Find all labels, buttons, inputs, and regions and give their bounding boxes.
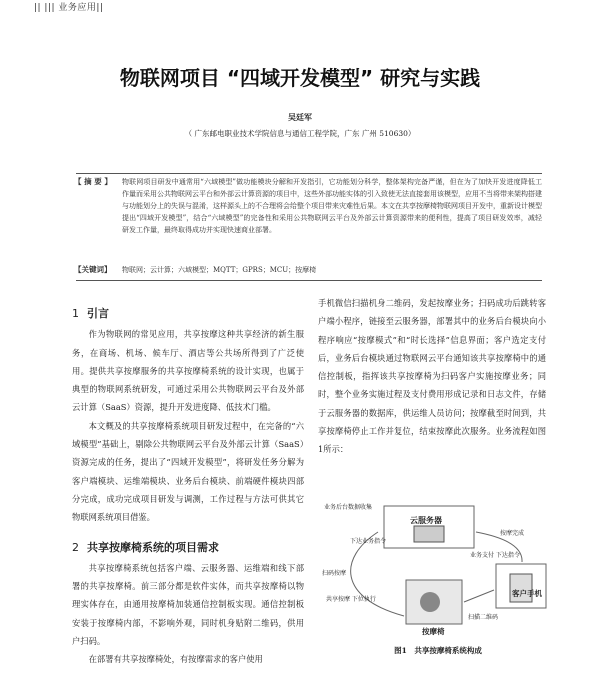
server-icon: [414, 526, 444, 542]
section-1-paragraph: 作为物联网的常见应用，共享按摩这种共享经济的新生服务，在商场、机场、候车厅、酒店等公共场所得到了广泛使用。提供共享按摩服务的共享按摩椅系统的设计实现，也属于典型的物联网系统研发，可通过采用公共物联网云平台及外部云计算（SaaS）资源，提升开发进度降、低技术门槛。: [72, 329, 304, 413]
affiliation: （ 广东邮电职业技术学院信息与通信工程学院，广东 广州 510630）: [184, 129, 416, 138]
figure-label: 共享按摩 下位执行: [326, 596, 376, 603]
section-2-heading: [72, 539, 304, 557]
right-column-paragraph: 手机微信扫描机身二维码，发起按摩业务；扫码成功后跳转客户端小程序，链接至云服务器，部署其中的业务后台模块向小程序响应“按摩模式”和“时长选择”信息界面；客户选定支付后，业务后台模块通过物联网云平台通知该共享按摩椅中的通信控制板，指挥该共享按摩椅为扫码客户实施按摩业务；同时，整个业务实施过程及支付费用形成记录和日志文件，存储于云服务器的数据库，供运维人员访问；按摩截至时间到，共享按摩椅停止工作并复位，结束按摩此次服务。业务流程如图1所示：: [318, 298, 546, 455]
figure-caption: 图1 共享按摩椅系统构成: [394, 646, 482, 655]
abstract-text: 物联网项目研发中通常用“六域模型”做功能模块分解和开发指引，它功能划分科学，整体架构完备严谨，但在为了加快开发进度降低工作量而采用公共物联网云平台和外部云计算资源的项目中，这些外部功能实体的引入致使无法直接套用该模型，应用不当将带来架构搭建与功能划分上的失误与混淆，这样源头上的不合理将会给整个项目带来灾难性后果。本文在共享按摩椅物联网项目开发中，重新设计模型提出“四域开发模型”，结合“六域模型”的完备性和采用公共物联网云平台及外部云计算资源带来的便利性，提高了项目研发效率，减轻研发工作量，最终取得成功并实现快速商业部署。: [122, 178, 542, 234]
figure-server-label: 云服务器: [410, 516, 442, 525]
figure-label: 扫码按摩: [322, 570, 347, 577]
section-2-title: 共享按摩椅系统的项目需求: [87, 540, 219, 554]
section-2-paragraph: 在部署有共享按摩椅处，有按摩需求的客户使用: [88, 654, 263, 665]
author: 吴廷军: [288, 112, 312, 122]
section-2-number: 2: [72, 540, 79, 554]
figure-chair-label: 按摩椅: [422, 627, 445, 636]
page-title: 物联网项目 “四域开发模型” 研究与实践: [119, 66, 481, 90]
section-2-paragraph: 共享按摩椅系统包括客户端、云服务器、运维端和线下部署的共享按摩椅。前三部分都是软件实体，而共享按摩椅以物理实体存在，由通用按摩椅加装通信控制板实现。通信控制板安装于按摩椅内部，不影响外观，同时机身贴附二维码，供用户扫码。: [72, 562, 304, 647]
abstract-block: [76, 176, 542, 236]
figure-label: 扫描二维码: [468, 614, 499, 621]
header-section-tag: || ||| 业务应用||: [34, 3, 104, 13]
figure-label: 下达业务指令: [350, 538, 387, 545]
figure-1: [318, 498, 558, 638]
keywords-text: 物联网；云计算；六域模型；MQTT；GPRS；MCU；按摩椅: [122, 266, 317, 274]
figure-phone-label: 客户手机: [512, 589, 542, 598]
abstract-top-rule: [76, 173, 542, 174]
section-1-title: 引言: [87, 307, 109, 320]
chair-to-phone-arrow: [464, 590, 494, 602]
section-1-paragraph: 本文概及的共享按摩椅系统项目研发过程中，在完备的“六域模型”基础上，剔除公共物联网云平台及外部云计算（SaaS）资源完成的任务，提出了“四域开发模型”，将研发任务分解为客户端模块、运维端模块、业务后台模块、前端硬件模块四部分完成，成功完成项目研发与调测，工作过程与方法可供其它物联网系统项目借鉴。: [72, 420, 304, 523]
left-column: [72, 305, 304, 669]
section-1-number: 1: [72, 307, 79, 320]
keywords-block: [76, 264, 542, 276]
figure-label: 业务支付 下达指令: [470, 552, 520, 559]
section-1-heading: [72, 305, 304, 323]
abstract-bottom-rule: [76, 280, 542, 281]
figure-label: 按摩完成: [500, 530, 525, 537]
abstract-label: 【 摘 要 】: [74, 177, 112, 186]
chair-icon: [420, 592, 440, 612]
figure-label: 业务后台数据收集: [324, 504, 373, 511]
right-column: [318, 294, 546, 459]
keywords-label: 【关键词】: [74, 265, 112, 274]
